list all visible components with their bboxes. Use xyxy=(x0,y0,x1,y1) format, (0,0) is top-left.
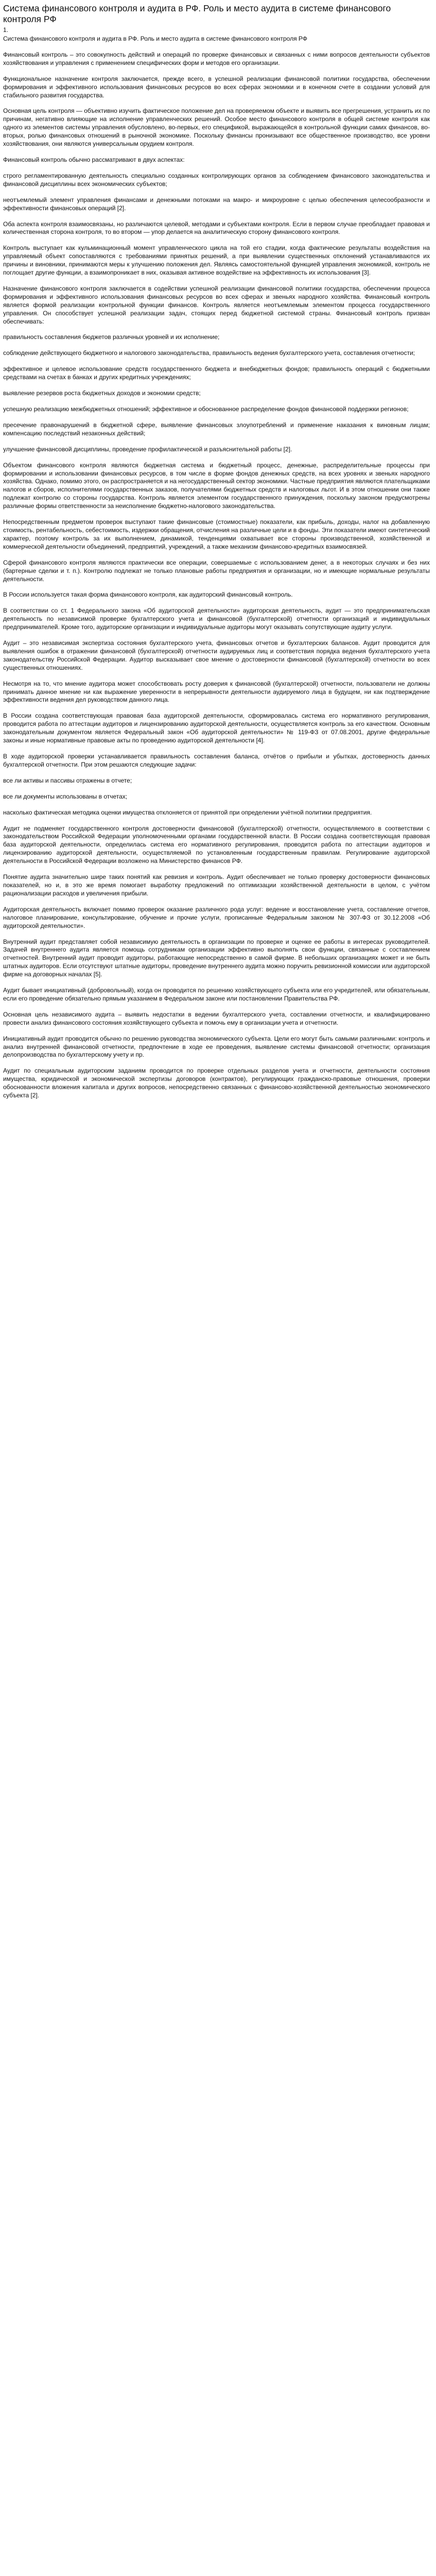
paragraph: Аудит бывает инициативный (добровольный), когда он проводится по решению хозяйствующего субъекта или его учредителей, или обязательным, если его проведение обязательно прямым указанием в Федеральном законе или постановлении Правительства РФ. xyxy=(3,987,430,1002)
paragraph: Непосредственным предметом проверок выступают такие финансовые (стоимостные) показатели, как прибыль, доходы, налог на добавленную стоимость, рентабельность, себестоимость, издержки обращения, отчисления на различные цели и в фонды. Эти показатели имеют синтетический характер, поэтому контроль за их выполнением, динамикой, тенденциями охватывает все стороны производственной, хозяйственной и коммерческой деятельности объединений, предприятий, учреждений, а также механизм финансово-кредитных взаимосвязей. xyxy=(3,518,430,550)
paragraph: Основная цель независимого аудита – выявить недостатки в ведении бухгалтерского учета, составлении отчетности, и квалифицированно провести анализ финансового состояния хозяйствующего субъекта и помочь ему в организации учета и отчетности. xyxy=(3,1010,430,1026)
paragraph: строго регламентированную деятельность специально созданных контролирующих органов за соблюдением финансового законодательства и финансовой дисциплины всех экономических субъектов; xyxy=(3,172,430,188)
paragraph: улучшение финансовой дисциплины, проведение профилактической и разъяснительной работы [2]. xyxy=(3,445,292,453)
paragraph: выявление резервов роста бюджетных доходов и экономии средств; xyxy=(3,389,201,397)
paragraph: В ходе аудиторской проверки устанавливается правильность составления баланса, отчётов о прибыли и убытках, достоверность данных бухгалтерской отчетности. При этом решаются следующие задачи: xyxy=(3,753,430,768)
paragraph: В России создана соответствующая правовая база аудиторской деятельности, сформировалась система его нормативного регулирования, проводится работа по аттестации аудиторов и лицензированию аудиторской деятельности, осуществляется контроль за его качеством. Основным законодательным документом является Федеральный закон «Об аудиторской деятельности» № 119-ФЗ от 07.08.2001, другие федеральные законы и иные нормативные правовые акты по проведению аудиторской деятельности [4]. xyxy=(3,712,430,744)
paragraph: Система финансового контроля и аудита в РФ. Роль и место аудита в системе финансового контроля РФ xyxy=(3,35,307,42)
paragraph: Аудит по специальным аудиторским заданиям проводится по проверке отдельных разделов учета и отчетности, деятельности состояния имущества, юридической и экономической экспертизы договоров (контрактов), регулирующих гражданско-правовые отношения, проверки обоснованности вложения капитала и других вопросов, непосредственно связанных с финансово-хозяйственной деятельностью экономического субъекта [2]. xyxy=(3,1067,430,1099)
paragraph: насколько фактическая методика оценки имущества отклоняется от принятой при определении учётной политики предприятия. xyxy=(3,808,372,816)
paragraph: правильность составления бюджетов различных уровней и их исполнение; xyxy=(3,333,220,341)
paragraph: неотъемлемый элемент управления финансами и денежными потоками на макро- и микроуровне с целью обеспечения целесообразности и эффективности финансовых операций [2]. xyxy=(3,196,430,212)
paragraph: Инициативный аудит проводится обычно по решению руководства экономического субъекта. Цели его могут быть самыми различными: контроль и анализ внутренней финансовой отчетности, предпочтение в ходе ее проведения, выявление системы финансовой отчетности; организация делопроизводства по бухгалтерскому учету и пр. xyxy=(3,1035,430,1059)
paragraph: Аудиторская деятельность включает помимо проверок оказание различного рода услуг: ведение и восстановление учета, составление отчетов, налоговое планирование, консультирование, обучение и прочие услуги, прописанные Федеральным законом № 307-ФЗ от 30.12.2008 «Об аудиторской деятельности». xyxy=(3,905,430,929)
paragraph: пресечение правонарушений в бюджетной сфере, выявление финансовых злоупотреблений и применение наказания к виновным лицам; компенсацию последствий незаконных действий; xyxy=(3,421,430,437)
paragraph: В соответствии со ст. 1 Федерального закона «Об аудиторской деятельности» аудиторская деятельность, аудит — это предпринимательская деятельность по независимой проверке бухгалтерского учета и финансовой (бухгалтерской) отчетности организаций и индивидуальных предпринимателей. Кроме того, аудиторские организации и индивидуальные аудиторы могут оказывать сопутствующие аудиту услуги. xyxy=(3,607,430,631)
paragraph: Оба аспекта контроля взаимосвязаны, но различаются целевой, методами и субъектами контроля. Если в первом случае преобладает правовая и количественная сторона контроля, то во втором — упор делается на аналитическую сторону финансового контроля. xyxy=(3,220,430,236)
paragraph: Аудит – это независимая экспертиза состояния бухгалтерского учета, финансовых отчетов и бухгалтерских балансов. Аудит проводится для выявления ошибок в отражении финансовой (бухгалтерской) отчетности аудируемых лиц и соответствия порядка ведения бухгалтерского учета законодательству Российской Федерации. Аудитор высказывает свое мнение о достоверности финансовой (бухгалтерской) отчетности во всех существенных отношениях. xyxy=(3,639,430,671)
paragraph: Финансовый контроль обычно рассматривают в двух аспектах: xyxy=(3,156,185,163)
paragraph: Назначение финансового контроля заключается в содействии успешной реализации финансовой политики государства, обеспечении процесса формирования и эффективного использования финансовых ресурсов во всех сферах и звеньях народного хозяйства. Финансовый контроль является формой реализации контрольной функции финансов. Контроль является неотъемлемым элементом процесса государственного управления. Он способствует успешной реализации задач, стоящих перед бюджетной системой страны. Финансовый контроль призван обеспечивать: xyxy=(3,284,430,325)
page-title: Система финансового контроля и аудита в РФ. Роль и место аудита в системе финансового контроля РФ xyxy=(3,3,391,24)
paragraph: все ли активы и пассивы отражены в отчете; xyxy=(3,776,132,784)
paragraph: эффективное и целевое использование средств государственного бюджета и внебюджетных фондов; правильность операций с бюджетными средствами на счетах в банках и других кредитных учреждениях; xyxy=(3,365,430,381)
paragraph: Понятие аудита значительно шире таких понятий как ревизия и контроль. Аудит обеспечивает не только проверку достоверности финансовых показателей, но и, в это же время помогает выработку предложений по оптимизации хозяйственной деятельности в целом, с учётом рационализации расходов и увеличения прибыли. xyxy=(3,873,430,897)
paragraph: все ли документы использованы в отчетах; xyxy=(3,792,128,800)
paragraph: Сферой финансового контроля являются практически все операции, совершаемые с использованием денег, а в некоторых случаях и без них (бартерные сделки и т. п.). Контролю подлежат не только плановые работы предприятия и организации, но и имеющие нормальные результаты деятельности. xyxy=(3,558,430,583)
paragraph: Аудит не подменяет государственного контроля достоверности финансовой (бухгалтерской) отчетности, осуществляемого в соответствии с законодательством Российской Федерации уполномоченными органами государственной власти. В России создана соответствующая правовая база аудиторской деятельности, определилась система его нормативного регулирования, проводится работа по аттестации аудиторов и лицензированию аудиторской деятельности, осуществляемой по установленным государственным правилам. Регулирование аудиторской деятельности в Российской Федерации возложено на Министерство финансов РФ. xyxy=(3,824,430,865)
paragraph: В России используется такая форма финансового контроля, как аудиторский финансовый контроль. xyxy=(3,591,293,599)
paragraph: Функциональное назначение контроля заключается, прежде всего, в успешной реализации финансовой политики государства, обеспечении формирования и эффективного использования финансовых ресурсов во всех сферах экономики и в конечном счете в создании условий для стабильного развития государства. xyxy=(3,75,430,99)
paragraph: Внутренний аудит представляет собой независимую деятельность в организации по проверке и оценке ее работы в интересах руководителей. Задачей внутреннего аудита является помощь сотрудникам организации эффективно выполнять свои функции, связанные с составлением отчетностей. Внутренний аудит проводит аудиторы, работающие непосредственно в самой фирме. В небольших организациях может и не быть штатных аудиторов. Если отсутствуют штатные аудиторы, проведение внутреннего аудита можно поручить ревизионной комиссии или аудиторской фирме на договорных началах [5]. xyxy=(3,938,430,978)
section-number: 1. xyxy=(3,26,9,33)
paragraph: Основная цель контроля — объективно изучить фактическое положение дел на проверяемом объекте и выявить все прегрешения, устранить их по причинам, негативно влияющие на исполнение управленческих решений. Особое место финансового контроля в общей системе контроля как одного из элементов системы управления обусловлено, во-первых, его спецификой, выражающейся в контрольной функции самих финансов, во-вторых, ролью финансовых отношений в рыночной экономике. Поскольку финансы пронизывают все общественное производство, все уровни хозяйствования, они являются универсальным орудием контроля. xyxy=(3,107,430,148)
paragraph: Финансовый контроль – это совокупность действий и операций по проверке финансовых и связанных с ними вопросов деятельности субъектов хозяйствования и управления с применением специфических форм и методов его организации. xyxy=(3,50,430,66)
paragraph: Контроль выступает как кульминационный момент управленческого цикла на той его стадии, когда фактические результаты воздействия на управляемый объект сопоставляются с требованиями принятых решений, а при выявлении существенных отклонений устанавливаются их причины и виновники, принимаются меры к улучшению положения дел. Являясь самостоятельной функцией управления экономикой, контроль не поглощает другие функции, а взаимопроникает в них, оказывая активное воздействие на эффективность их использования [3]. xyxy=(3,244,430,277)
paragraph: Несмотря на то, что мнение аудитора может способствовать росту доверия к финансовой (бухгалтерской) отчетности, пользователи не должны принимать данное мнение ни как выражение уверенности в непрерывности деятельности аудируемого лица в будущем, ни как подтверждение эффективности ведения дел руководством данного лица. xyxy=(3,680,430,704)
paragraph: Объектом финансового контроля являются бюджетная система и бюджетный процесс, денежные, распределительные процессы при формировании и использовании финансовых ресурсов, в том числе в форме фондов денежных средств, на всех уровнях и звеньях народного хозяйства. Однако, помимо этого, он распространяется и на негосударственный сектор экономики. Частные предприятия являются плательщиками налогов и сборов, исполнителями государственных заказов, получателями бюджетных средств и налоговых льгот. И в этом отношении они также подлежат контролю со стороны государства. Контроль является элементом государственного принуждения, поскольку законом предусмотрены различные формы ответственности за неисполнение бюджетно-налогового законодательства. xyxy=(3,461,430,510)
article-body xyxy=(3,35,430,1100)
paragraph: соблюдение действующего бюджетного и налогового законодательства, правильность ведения бухгалтерского учета, составления отчетности; xyxy=(3,349,415,357)
paragraph: успешную реализацию межбюджетных отношений; эффективное и обоснованное распределение фондов финансовой поддержки регионов; xyxy=(3,405,409,413)
